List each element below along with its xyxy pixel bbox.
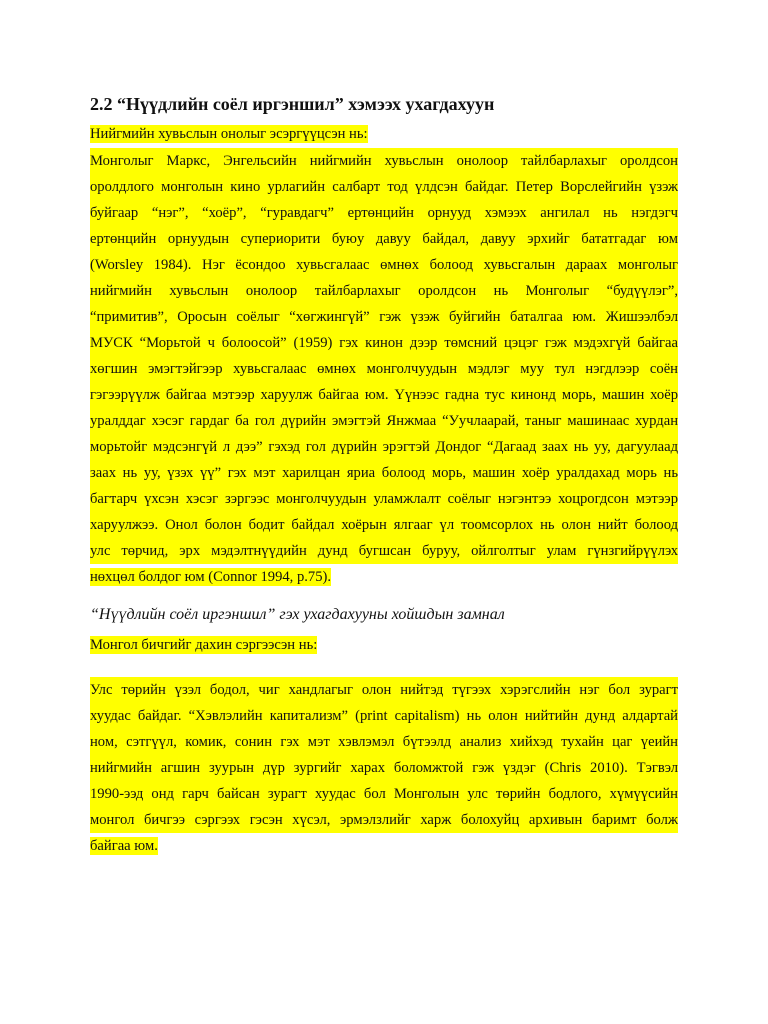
paragraph-1 — [90, 148, 678, 590]
paragraph-line: “примитив”, Оросын соёлыг “хөгжингүй” гэж үзэж буйгийн баталгаа юм. Жишээлбэл — [90, 304, 678, 330]
paragraph-line: (Worsley 1984). Нэг ёсондоо хувьсгалаас өмнөх болоод хувьсгалын дараах монголыг — [90, 252, 678, 278]
paragraph-line-last: нөхцөл болдог юм (Connor 1994, p.75). — [90, 569, 332, 585]
paragraph-line: морьтойг мэдсэнгүй л дээ” гэхэд гол дүрийн эрэгтэй Дондог “Дагаад заах нь уу, дагуулаад — [90, 434, 678, 460]
paragraph-line: хуудас байдаг. “Хэвлэлийн капитализм” (print capitalism) нь олон нийтийн дунд алдартай — [90, 703, 678, 729]
paragraph-line: заах нь уу, үзэх үү” гэх мэт харилцан яриа болоод морь, машин хоёр уралдахад морь нь — [90, 460, 678, 486]
paragraph-line: Монголыг Маркс, Энгельсийн нийгмийн хувьслын онолоор тайлбарлахыг оролдсон — [90, 148, 678, 174]
paragraph-line: ертөнцийн орнуудын супериорити буюу давуу байдал, давуу эрхийг батaтгадаг юм — [90, 226, 678, 252]
italic-subheading: “Нүүдлийн соёл иргэншил” гэх ухагдахууны хойшдын замнал — [90, 606, 505, 623]
paragraph-line: оролдлого монголын кино урлагийн салбарт тод үлдсэн байдаг. Петер Ворслейгийн үзэж — [90, 174, 678, 200]
section-heading: 2.2 “Нүүдлийн соёл иргэншил” хэмээх ухагдахуун — [90, 94, 495, 114]
section2-label-block — [90, 632, 678, 658]
paragraph-line: Улс төрийн үзэл бодол, чиг хандлагыг олон нийтэд түгээх хэрэгслийн нэг бол зурагт — [90, 677, 678, 703]
paragraph-line: уралддаг хэсэг гардаг ба гол дүрийн эмэгтэй Янжмаа “Уучлаарай, таныг машинаас хурдан — [90, 408, 678, 434]
paragraph-line: нийгмийн агшин зуурын дүр зургийг харах боломжтой гэж үздэг (Chris 2010). Тэгвэл — [90, 755, 678, 781]
paragraph-line: монгол бичгээ сэргээх гэсэн хүсэл, эрмэлзлийг харж болохуйц архивын баримт болж — [90, 807, 678, 833]
paragraph-line: ном, сэтгүүл, комик, сонин гэх мэт хэвлэмэл бүтээлд анализ хийхэд тухайн цаг үеийн — [90, 729, 678, 755]
section1-label: Нийгмийн хувьслын онолыг эсэргүүцсэн нь: — [90, 126, 368, 142]
paragraph-line: багтарч үхсэн хэсэг зэргээс монголчуудын уламжлалт соёлыг нэгэнтээ хоцрогдсон мэтээр — [90, 486, 678, 512]
paragraph-line-last: байгаа юм. — [90, 838, 158, 854]
paragraph-line: харуулжээ. Онол болон бодит байдал хоёрын ялгааг үл тоомсорлох нь олон нийт болоод — [90, 512, 678, 538]
section1-label-block — [90, 121, 678, 147]
section2-label: Монгол бичгийг дахин сэргээсэн нь: — [90, 637, 318, 653]
paragraph-line: хөгшин эмэгтэйгээр хувьсгалаас өмнөх монголчуудын мэдлэг муу тул нэгдлээр соён — [90, 356, 678, 382]
italic-subheading-block — [90, 602, 678, 628]
paragraph-line: улс төрчид, эрх мэдэлтнүүдийн дунд бугшсан буруу, ойлголтыг улам гүнзгийрүүлэх — [90, 538, 678, 564]
paragraph-2 — [90, 677, 678, 859]
paragraph-line: 1990-ээд онд гарч байсан зурагт хуудас бол Монголын улс төрийн бодлого, хүмүүсийн — [90, 781, 678, 807]
paragraph-line: буйгаар “нэг”, “хоёр”, “гуравдагч” ертөнцийн орнууд хэмээх ангилал нь нэгдэгч — [90, 200, 678, 226]
paragraph-line: гэгээрүүлж байгаа мэтээр харуулж байгаа юм. Үүнээс гадна тус кинонд морь, машин хоёр — [90, 382, 678, 408]
paragraph-line: МУСК “Морьтой ч болоосой” (1959) гэх кинон дээр төмсний цэцэг гэж мэдэхгүй байгаа — [90, 330, 678, 356]
paragraph-line: нийгмийн хувьслын онолоор тайлбарлахыг оролдсон нь Монголыг “будүүлэг”, — [90, 278, 678, 304]
